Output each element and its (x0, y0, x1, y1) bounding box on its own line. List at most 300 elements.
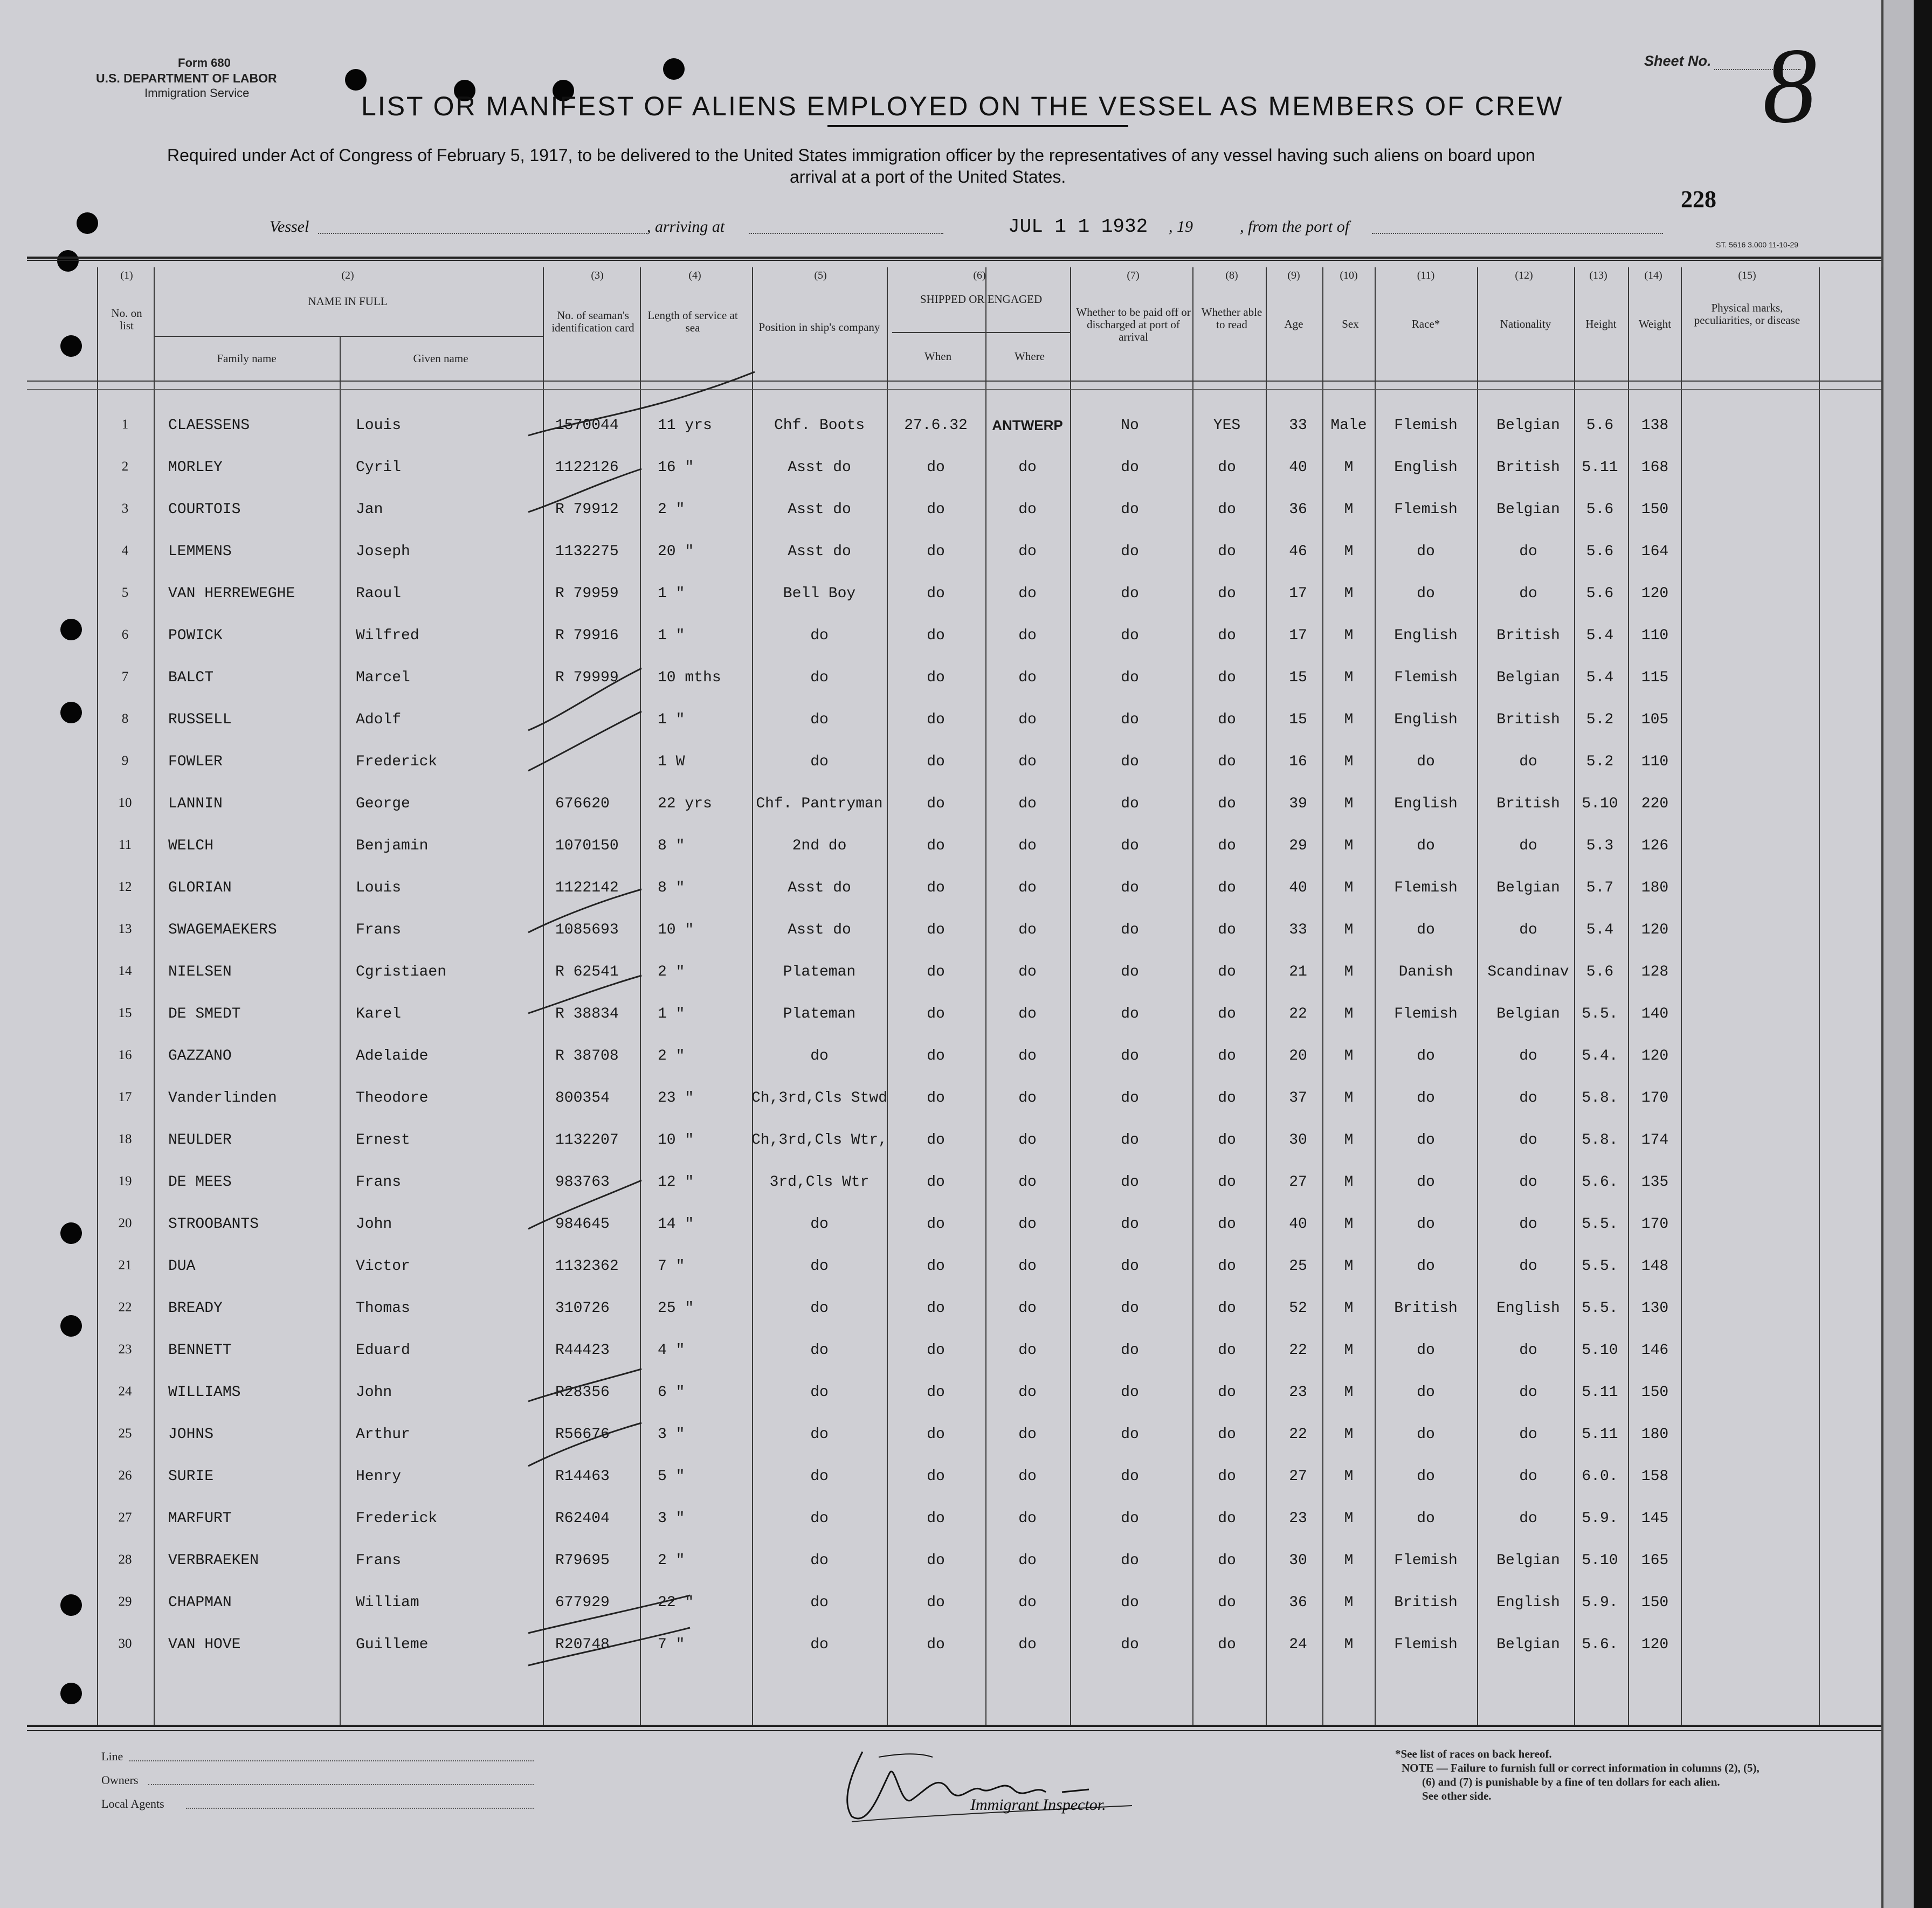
card-number: 983763 (555, 1174, 610, 1191)
given-name: Adelaide (356, 1048, 429, 1064)
family-name: WILLIAMS (168, 1384, 241, 1401)
nationality: British (1496, 459, 1560, 476)
family-name: DE SMEDT (168, 1006, 241, 1022)
shipped-when: do (927, 543, 945, 560)
col-shipped-engaged: SHIPPED OR ENGAGED (920, 293, 1043, 306)
punch-hole (60, 1222, 82, 1244)
height: 5.4 (1586, 922, 1614, 938)
race: British (1394, 1300, 1458, 1317)
position: Plateman (783, 1006, 856, 1022)
family-name: JOHNS (168, 1426, 214, 1443)
nationality: do (1519, 1048, 1537, 1064)
able-to-read: do (1218, 1426, 1236, 1443)
given-name: Frederick (356, 753, 438, 770)
row-number: 14 (118, 964, 132, 978)
given-name: Louis (356, 880, 402, 896)
length-of-service: 2 " (658, 1048, 685, 1064)
column-rule (1375, 267, 1376, 1725)
card-number: R 38708 (555, 1048, 619, 1064)
age: 20 (1289, 1048, 1307, 1064)
sex: M (1344, 1216, 1354, 1233)
page-title: LIST OR MANIFEST OF ALIENS EMPLOYED ON THE VESSEL AS MEMBERS OF CREW (361, 91, 1564, 121)
paid-off: do (1121, 459, 1139, 476)
position: do (810, 1342, 829, 1359)
length-of-service: 3 " (658, 1426, 685, 1443)
age: 17 (1289, 585, 1307, 602)
paid-off: do (1121, 1594, 1139, 1611)
weight: 140 (1641, 1006, 1669, 1022)
height: 5.6 (1586, 417, 1614, 434)
punch-hole (57, 250, 79, 272)
punch-hole (345, 69, 367, 91)
race: Flemish (1394, 1636, 1458, 1653)
card-number: 1132207 (555, 1132, 619, 1149)
length-of-service: 6 " (658, 1384, 685, 1401)
nationality: Belgian (1496, 501, 1560, 518)
shipped-where: do (1018, 459, 1037, 476)
family-name: SURIE (168, 1468, 214, 1485)
family-name: LEMMENS (168, 543, 232, 560)
nationality: do (1519, 543, 1537, 560)
family-name: BREADY (168, 1300, 223, 1317)
shipped-when: do (927, 1636, 945, 1653)
position: Asst do (788, 543, 851, 560)
shipped-where: do (1018, 1048, 1037, 1064)
height: 5.5. (1582, 1258, 1618, 1275)
given-name: John (356, 1216, 392, 1233)
nationality: do (1519, 1342, 1537, 1359)
shipped-where: do (1018, 543, 1037, 560)
length-of-service: 1 " (658, 1006, 685, 1022)
family-name: DUA (168, 1258, 196, 1275)
shipped-header-rule (892, 332, 1070, 333)
given-name: Cgristiaen (356, 964, 447, 980)
punch-hole (60, 1594, 82, 1616)
nationality: British (1496, 711, 1560, 728)
row-number: 15 (118, 1006, 132, 1020)
sex: M (1344, 501, 1354, 518)
able-to-read: do (1218, 501, 1236, 518)
age: 16 (1289, 753, 1307, 770)
length-of-service: 12 " (658, 1174, 694, 1191)
shipped-where: do (1018, 1006, 1037, 1022)
shipped-where: do (1018, 1426, 1037, 1443)
col-8-number: (8) (1225, 269, 1238, 281)
shipped-where: do (1018, 1300, 1037, 1317)
family-name: GAZZANO (168, 1048, 232, 1064)
family-name: DE MEES (168, 1174, 232, 1191)
length-of-service: 2 " (658, 964, 685, 980)
subtitle-line-1: Required under Act of Congress of February 5, 1917, to be delivered to the United States immigration officer by the representatives of any vessel having such aliens on board upon (167, 146, 1535, 165)
nationality: Belgian (1496, 1006, 1560, 1022)
table-top-rule (27, 257, 1881, 259)
shipped-where: do (1018, 922, 1037, 938)
length-of-service: 25 " (658, 1300, 694, 1317)
family-name: GLORIAN (168, 880, 232, 896)
able-to-read: do (1218, 1006, 1236, 1022)
paid-off: do (1121, 543, 1139, 560)
race: English (1394, 459, 1458, 476)
weight: 130 (1641, 1300, 1669, 1317)
age: 17 (1289, 627, 1307, 644)
age: 21 (1289, 964, 1307, 980)
position: Plateman (783, 964, 856, 980)
shipped-when: do (927, 964, 945, 980)
length-of-service: 5 " (658, 1468, 685, 1485)
length-of-service: 20 " (658, 543, 694, 560)
weight: 138 (1641, 417, 1669, 434)
weight: 168 (1641, 459, 1669, 476)
given-name: George (356, 796, 410, 812)
row-number: 10 (118, 796, 132, 810)
shipped-when: do (927, 1216, 945, 1233)
nationality: do (1519, 753, 1537, 770)
shipped-where: do (1018, 1132, 1037, 1149)
race: do (1417, 1090, 1435, 1107)
race: Flemish (1394, 880, 1458, 896)
weight: 180 (1641, 880, 1669, 896)
paid-off: do (1121, 922, 1139, 938)
department: U.S. DEPARTMENT OF LABOR (96, 71, 277, 85)
nationality: do (1519, 838, 1537, 854)
weight: 150 (1641, 1594, 1669, 1611)
paid-off: do (1121, 1174, 1139, 1191)
height: 5.4 (1586, 627, 1614, 644)
family-name: VAN HERREWEGHE (168, 585, 295, 602)
race: Flemish (1394, 417, 1458, 434)
row-number: 9 (121, 753, 129, 768)
col-9-number: (9) (1287, 269, 1300, 281)
card-number: 1132275 (555, 543, 619, 560)
height: 5.6 (1586, 964, 1614, 980)
able-to-read: do (1218, 1216, 1236, 1233)
paid-off: do (1121, 1216, 1139, 1233)
length-of-service: 1 " (658, 711, 685, 728)
row-number: 24 (118, 1384, 132, 1399)
position: do (810, 753, 829, 770)
weight: 145 (1641, 1510, 1669, 1527)
card-number: R 79912 (555, 501, 619, 518)
weight: 120 (1641, 585, 1669, 602)
age: 15 (1289, 669, 1307, 686)
paid-off: do (1121, 501, 1139, 518)
position: do (810, 1636, 829, 1653)
length-of-service: 10 " (658, 922, 694, 938)
shipped-when: do (927, 1510, 945, 1527)
card-number: 1122142 (555, 880, 619, 896)
card-number: 1122126 (555, 459, 619, 476)
race: do (1417, 1132, 1435, 1149)
length-of-service: 23 " (658, 1090, 694, 1107)
weight: 110 (1641, 627, 1669, 644)
card-number: 1085693 (555, 922, 619, 938)
position: do (810, 1510, 829, 1527)
position: Asst do (788, 459, 851, 476)
family-name: Vanderlinden (168, 1090, 277, 1107)
length-of-service: 14 " (658, 1216, 694, 1233)
position: do (810, 669, 829, 686)
nationality: Scandinav (1487, 964, 1569, 980)
age: 36 (1289, 1594, 1307, 1611)
family-name: LANNIN (168, 796, 223, 812)
paid-off: do (1121, 1384, 1139, 1401)
row-number: 4 (121, 543, 129, 558)
height: 5.5. (1582, 1300, 1618, 1317)
sex: M (1344, 753, 1354, 770)
column-rule (1574, 267, 1575, 1725)
able-to-read: do (1218, 880, 1236, 896)
shipped-when: do (927, 627, 945, 644)
row-number: 28 (118, 1552, 132, 1567)
binder-shadow (1914, 0, 1932, 1908)
col-13-number: (13) (1589, 269, 1607, 281)
nationality: do (1519, 922, 1537, 938)
sex: M (1344, 1468, 1354, 1485)
shipped-where: do (1018, 1552, 1037, 1569)
paid-off: do (1121, 1090, 1139, 1107)
height: 5.8. (1582, 1132, 1618, 1149)
age: 30 (1289, 1552, 1307, 1569)
race: Flemish (1394, 1006, 1458, 1022)
punch-hole (60, 702, 82, 723)
race: do (1417, 1468, 1435, 1485)
able-to-read: YES (1213, 417, 1241, 434)
able-to-read: do (1218, 838, 1236, 854)
card-number: R28356 (555, 1384, 610, 1401)
weight: 220 (1641, 796, 1669, 812)
paid-off: do (1121, 1426, 1139, 1443)
nationality: Belgian (1496, 669, 1560, 686)
paid-off: do (1121, 711, 1139, 728)
family-name: STROOBANTS (168, 1216, 259, 1233)
sex: M (1344, 1258, 1354, 1275)
row-number: 8 (121, 711, 129, 726)
row-number: 16 (118, 1048, 132, 1062)
race: do (1417, 1510, 1435, 1527)
sex: M (1344, 669, 1354, 686)
column-rule (1881, 267, 1882, 1725)
note-line-1: NOTE — Failure to furnish full or correct information in columns (2), (5), (1402, 1761, 1760, 1774)
col-5-number: (5) (814, 269, 827, 281)
height: 5.11 (1582, 459, 1618, 476)
shipped-where: do (1018, 1258, 1037, 1275)
sheet-label: Sheet No. (1644, 53, 1712, 69)
card-number: 1070150 (555, 838, 619, 854)
family-name: RUSSELL (168, 711, 232, 728)
given-name: Victor (356, 1258, 410, 1275)
race: do (1417, 753, 1435, 770)
local-agents-field (186, 1808, 534, 1809)
sex: M (1344, 1636, 1354, 1653)
row-number: 23 (118, 1342, 132, 1357)
paid-off: No (1121, 417, 1139, 434)
column-rule (1477, 267, 1478, 1725)
race: do (1417, 543, 1435, 560)
sex: M (1344, 585, 1354, 602)
row-number: 17 (118, 1090, 132, 1104)
col-race: Race* (1411, 317, 1440, 330)
weight: 180 (1641, 1426, 1669, 1443)
column-rule (1322, 267, 1323, 1725)
paid-off: do (1121, 669, 1139, 686)
note-races: *See list of races on back hereof. (1395, 1747, 1552, 1760)
height: 5.5. (1582, 1006, 1618, 1022)
position: Asst do (788, 501, 851, 518)
race: English (1394, 711, 1458, 728)
able-to-read: do (1218, 1174, 1236, 1191)
length-of-service: 2 " (658, 1552, 685, 1569)
row-number: 5 (121, 585, 129, 600)
col-15-number: (15) (1738, 269, 1756, 281)
length-of-service: 8 " (658, 880, 685, 896)
given-name: Frans (356, 922, 402, 938)
height: 5.3 (1586, 838, 1614, 854)
race: do (1417, 1342, 1435, 1359)
length-of-service: 22 yrs (658, 796, 712, 812)
family-name: NIELSEN (168, 964, 232, 980)
owners-label: Owners (101, 1773, 139, 1787)
paid-off: do (1121, 1132, 1139, 1149)
form-number: Form 680 (178, 56, 231, 70)
able-to-read: do (1218, 922, 1236, 938)
inspector-label: Immigrant Inspector. (970, 1796, 1106, 1814)
length-of-service: 3 " (658, 1510, 685, 1527)
given-name: Adolf (356, 711, 402, 728)
height: 5.4 (1586, 669, 1614, 686)
nationality: Belgian (1496, 1552, 1560, 1569)
col-14-number: (14) (1644, 269, 1662, 281)
shipped-when: do (927, 1048, 945, 1064)
local-agents-label: Local Agents (101, 1797, 164, 1810)
shipped-when: do (927, 1300, 945, 1317)
punch-hole (663, 58, 685, 80)
height: 5.2 (1586, 711, 1614, 728)
age: 27 (1289, 1468, 1307, 1485)
family-name: BALCT (168, 669, 214, 686)
header-bottom-rule (27, 381, 1881, 382)
length-of-service: 22 " (658, 1594, 694, 1611)
column-rule (887, 267, 888, 1725)
age: 46 (1289, 543, 1307, 560)
paid-off: do (1121, 753, 1139, 770)
shipped-when: do (927, 711, 945, 728)
weight: 158 (1641, 1468, 1669, 1485)
paid-off: do (1121, 1006, 1139, 1022)
given-name: Thomas (356, 1300, 410, 1317)
col-7-number: (7) (1127, 269, 1140, 281)
family-name: VERBRAEKEN (168, 1552, 259, 1569)
column-rule (1266, 267, 1267, 1725)
col-12-number: (12) (1515, 269, 1533, 281)
nationality: Belgian (1496, 417, 1560, 434)
able-to-read: do (1218, 1048, 1236, 1064)
shipped-when: do (927, 1090, 945, 1107)
able-to-read: do (1218, 1594, 1236, 1611)
position: do (810, 711, 829, 728)
row-number: 13 (118, 922, 132, 936)
weight: 115 (1641, 669, 1669, 686)
shipped-where: do (1018, 1216, 1037, 1233)
row-number: 18 (118, 1132, 132, 1146)
note-line-3: See other side. (1422, 1789, 1492, 1802)
shipped-when: do (927, 1468, 945, 1485)
paid-off: do (1121, 838, 1139, 854)
row-number: 21 (118, 1258, 132, 1273)
race: do (1417, 585, 1435, 602)
position: do (810, 1594, 829, 1611)
nationality: British (1496, 627, 1560, 644)
port-field (1372, 233, 1663, 234)
card-number: 1132362 (555, 1258, 619, 1275)
column-rule (154, 267, 155, 1725)
family-name: BENNETT (168, 1342, 232, 1359)
given-name: Wilfred (356, 627, 419, 644)
shipped-where: do (1018, 585, 1037, 602)
weight: 150 (1641, 501, 1669, 518)
sex: M (1344, 1174, 1354, 1191)
nationality: Belgian (1496, 880, 1560, 896)
shipped-when: do (927, 1006, 945, 1022)
shipped-when: do (927, 753, 945, 770)
sex: M (1344, 459, 1354, 476)
race: Danish (1398, 964, 1453, 980)
shipped-when: do (927, 1594, 945, 1611)
race: do (1417, 922, 1435, 938)
sex: M (1344, 1090, 1354, 1107)
col-seaman-card: No. of seaman's identification card (551, 309, 634, 334)
height: 5.10 (1582, 1342, 1618, 1359)
nationality: do (1519, 1174, 1537, 1191)
length-of-service: 4 " (658, 1342, 685, 1359)
paid-off: do (1121, 1258, 1139, 1275)
position: Asst do (788, 922, 851, 938)
row-number: 7 (121, 669, 129, 684)
shipped-when: do (927, 459, 945, 476)
height: 5.5. (1582, 1216, 1618, 1233)
col-where: Where (1015, 350, 1045, 363)
punch-hole (77, 212, 98, 234)
position: Chf. Pantryman (756, 796, 883, 812)
height: 5.6. (1582, 1636, 1618, 1653)
weight: 164 (1641, 543, 1669, 560)
height: 5.6. (1582, 1174, 1618, 1191)
nationality: do (1519, 1426, 1537, 1443)
age: 36 (1289, 501, 1307, 518)
age: 23 (1289, 1510, 1307, 1527)
age: 22 (1289, 1006, 1307, 1022)
height: 5.8. (1582, 1090, 1618, 1107)
position: do (810, 1426, 829, 1443)
age: 33 (1289, 417, 1307, 434)
line-label: Line (101, 1750, 123, 1763)
pen-strokes (518, 367, 776, 1682)
column-rule (1070, 267, 1071, 1725)
paid-off: do (1121, 1636, 1139, 1653)
able-to-read: do (1218, 1552, 1236, 1569)
row-number: 19 (118, 1174, 132, 1188)
family-name: MORLEY (168, 459, 223, 476)
card-number: R20748 (555, 1636, 610, 1653)
shipped-when: do (927, 1552, 945, 1569)
row-number: 27 (118, 1510, 132, 1525)
position: do (810, 1300, 829, 1317)
length-of-service: 10 mths (658, 669, 721, 686)
height: 5.9. (1582, 1594, 1618, 1611)
given-name: Frans (356, 1174, 402, 1191)
col-nationality: Nationality (1500, 317, 1551, 330)
height: 5.10 (1582, 1552, 1618, 1569)
length-of-service: 2 " (658, 501, 685, 518)
